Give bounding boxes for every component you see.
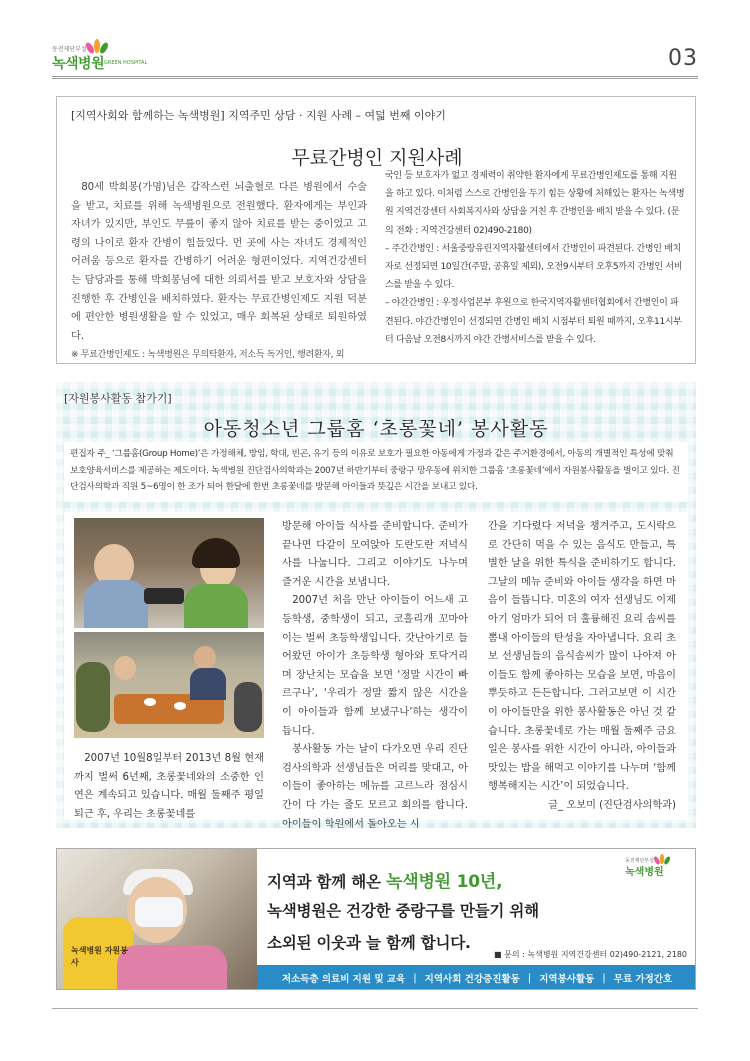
apron <box>117 945 227 990</box>
vest-text: 녹색병원 자원봉사 <box>71 946 128 967</box>
volunteer-column-1 <box>74 750 264 824</box>
banner-logo <box>625 857 685 883</box>
volunteer-paragraph: 간을 기다렸다 저녁을 챙겨주고, 도시락으로 간단히 먹을 수 있는 음식도 만들고, 특별한 날을 위한 특식을 준비하기도 합니다. 그날의 메뉴 준비와 아이들 생각을 하면 마음이 들뜹니다. 미혼의 여자 선생님도 이제 아기 엄마가 되어 더 훌륭해진 요리 솜씨를 뽐내 아이들의 탄성을 자아냅니다. 요리 초보 선생님들의 음식솜씨가 많이 나아져 아이들도 함께 좋아하는 모습을 보면, 마음이 뿌듯하고 든든합니다. 그러고보면 이 시간이 아이들만을 위한 봉사활동은 아닌 것 같습니다. 초롱꽃네로 가는 매월 둘째주 금요일은 봉사를 위한 시간이 아니라, 아이들과 맛있는 밥을 해먹고 이야기를 나누며 ‘함께 행복해지는 시간’이 되었습니다. <box>488 521 676 793</box>
service-item: 지역사회 건강증진활동 <box>424 974 520 985</box>
plate <box>144 698 156 706</box>
editor-note: 편집자 주_ ‘그룹홈(Group Home)’은 가정해체, 방임, 학대, 빈곤, 유기 등의 이유로 보호가 필요한 아동에게 가정과 같은 주거환경에서, 아동의 개별적인 특성에 맞춰 보호양육서비스를 제공하는 제도이다. 녹색병원 진단검사의학과는 2007년 하반기부터 중랑구 망우동에 위치한 그룹홈 ‘초롱꽃네’에서 자원봉사활동을 벌이고 있다. 진단검사의학과 직원 5~6명이 한 조가 되어 한달에 한번 초롱꽃네를 방문해 아이들과 뜻깊은 시간을 보내고 있다. <box>64 442 688 502</box>
volunteer-paragraph: 봉사활동 가는 날이 다가오면 우리 진단검사의학과 선생님들은 머리를 맞대고, 아이들이 좋아하는 메뉴를 고르느라 점심시간이 다 가는 줄도 모르고 회의를 합니다. 아이들이 학원에서 돌아오는 시 <box>282 744 468 830</box>
banner-headline-2: 녹색병원은 건강한 중랑구를 만들기 위해 <box>267 902 539 920</box>
hospital-logo <box>52 44 162 80</box>
flower-icon <box>82 38 112 54</box>
banner-logo-name: 녹색병원 <box>625 867 664 878</box>
pan <box>144 588 184 604</box>
banner-headline-3: 소외된 이웃과 늘 함께 합니다. <box>267 934 471 952</box>
page-header <box>0 0 750 80</box>
cooking-photo <box>74 518 264 628</box>
person <box>234 682 262 732</box>
article-note: ※ 무료간병인제도 : 녹색병원은 무의탁환자, 저소득 독거인, 행려환자, 외 <box>71 350 345 361</box>
person-hair <box>192 538 240 568</box>
article-paragraph: – 주간간병인 : 서울중랑유린지역자활센터에서 간병인이 파견된다. 간병인 배치자로 선정되면 10일간(주말, 공휴일 제외), 오전9시부터 오후5까지 간병인 서비스를 받을 수 있다. <box>385 243 683 291</box>
header-divider <box>52 76 698 79</box>
article-paragraph: 국인 등 보호자가 없고 경제력이 취약한 환자에게 무료간병인제도를 통해 지원을 하고 있다. 이처럼 스스로 간병인을 두기 힘든 상황에 처해있는 환자는 녹색병원 지역건강센터 사회복지사와 상담을 거친 후 간병인을 배치 받을 수 있다. (문의 전화 : 지역건강센터 02)490-2180) <box>385 171 685 236</box>
person-face <box>194 646 216 670</box>
article-body: 80세 박희봉(가명)님은 갑작스런 뇌출혈로 다른 병원에서 수술을 받고, 치료를 위해 녹색병원으로 전원했다. 환자에게는 부인과 자녀가 있지만, 부인도 무릎이 좋지 않아 치료를 받는 중이었고 고령의 나이로 환자 간병이 힘들었다. 먼 곳에 사는 자녀도 경제적인 어려움 등으로 환자를 간병하기 어려운 형편이었다. 지역건강센터는 담당과를 통해 박희봉님에 대한 의뢰서를 받고 보호자와 상담을 진행한 후 간병인을 배치하였다. 환자는 무료간병인제도 지원 덕분에 편안한 병원생활을 할 수 있었고, 매우 회복된 상태로 퇴원하였다. <box>71 182 367 342</box>
child-face <box>114 656 136 680</box>
person-shirt <box>190 668 226 700</box>
volunteer-paragraph: 2007년 처음 만난 아이들이 어느새 고등학생, 중학생이 되고, 코흘리개 꼬마아이는 벌써 초등학생입니다. 갓난아기로 들어왔던 아이가 초등학생 형아와 토닥거리며 장난치는 모습을 보면 ‘정말 시간이 빠르구나’, ‘우리가 정말 짧지 않은 시간을 이 아이들과 함께 보냈구나’하는 생각이 듭니다. <box>282 595 468 737</box>
volunteer-photo <box>57 849 257 990</box>
logo-english: GREEN HOSPITAL <box>104 60 148 66</box>
volunteer-body <box>64 512 688 830</box>
logo-name: 녹색병원 <box>52 56 105 72</box>
page-number: 03 <box>668 46 698 71</box>
banner-contact: ■ 문의 : 녹색병원 지역건강센터 02)490-2121, 2180 <box>494 950 687 959</box>
article-author: 글_ 오보미 (진단검사의학과) <box>548 799 676 811</box>
banner-headline-prefix: 지역과 함께 해온 <box>267 873 387 891</box>
footer-divider <box>52 1008 698 1009</box>
free-caregiver-article <box>56 96 696 364</box>
service-item: 저소득층 의료비 지원 및 교육 <box>281 974 406 985</box>
volunteer-paragraph: 2007년 10월8일부터 2013년 8월 현재까지 벌써 6년째, 초롱꽃네와의 소중한 인연은 계속되고 있습니다. 매월 둘째주 평일 퇴근 후, 우리는 초롱꽃네를 <box>74 753 264 820</box>
logo-subtitle: 동전제단부설 <box>52 46 87 53</box>
hospital-ad-banner <box>56 848 696 990</box>
dinner-photo <box>74 632 264 738</box>
person-shirt <box>84 580 148 628</box>
plate <box>174 702 186 710</box>
volunteer-column-3 <box>488 518 676 816</box>
separator: | <box>527 972 532 984</box>
separator: | <box>602 972 606 984</box>
article-paragraph: – 야간간병인 : 우정사업본부 후원으로 한국지역자활센터협회에서 간병인이 파견된다. 야간간병인이 선정되면 간병인 배치 시점부터 퇴원 때까지, 오후11시부터 다음날 오전8시까지 야간 간병서비스를 받을 수 있다. <box>385 298 682 345</box>
volunteer-title: 아동청소년 그룹홈 ‘초롱꽃네’ 봉사활동 <box>203 418 549 440</box>
service-item: 지역봉사활동 <box>539 974 595 985</box>
volunteer-paragraph: 방문해 아이들 식사를 준비합니다. 준비가 끝나면 다같이 모여앉아 도란도란 저녁식사를 나눕니다. 그리고 이야기도 나누며 즐거운 시간을 보냅니다. <box>282 521 468 588</box>
person-shirt <box>184 584 248 628</box>
service-bar <box>257 965 696 990</box>
volunteer-category: [자원봉사활동 참가기] <box>64 392 172 405</box>
banner-logo-subtitle: 동전제단부설 <box>625 858 654 864</box>
article-title: 무료간병인 지원사례 <box>291 147 463 169</box>
article-column-left <box>71 179 367 365</box>
article-column-right <box>385 167 685 349</box>
article-category: [지역사회와 함께하는 녹색병원] 지역주민 상담 · 지원 사례 – 여덟 번째 이야기 <box>71 109 446 122</box>
person <box>76 662 110 732</box>
separator: | <box>413 972 417 984</box>
banner-headline-highlight: 녹색병원 10년, <box>386 872 503 892</box>
volunteer-column-2 <box>282 518 468 834</box>
service-item: 무료 가정간호 <box>613 974 673 985</box>
face-mask <box>135 897 183 927</box>
banner-headline-1 <box>267 867 502 892</box>
volunteer-article <box>56 382 696 828</box>
